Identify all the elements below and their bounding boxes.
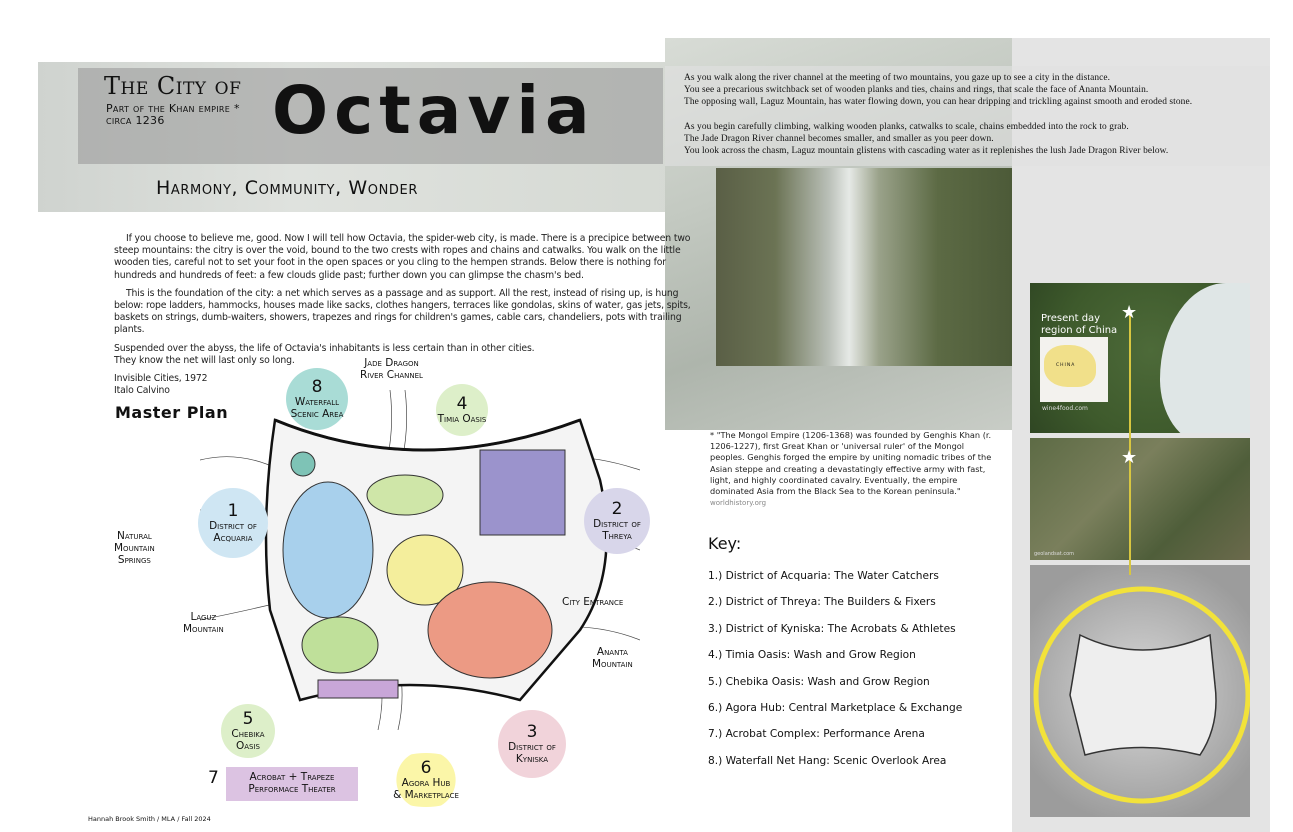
zone-7-number: 7 — [208, 768, 219, 788]
master-plan-title: Master Plan — [115, 403, 229, 422]
label-line: Springs — [117, 554, 151, 566]
master-plan-drawing — [200, 370, 640, 730]
label-line: Mountain — [114, 542, 155, 554]
waterfall-photo — [716, 168, 1012, 366]
zone-label: Acrobat + Trapeze — [249, 771, 335, 783]
china-political-map — [1040, 337, 1108, 402]
label-line: Mountain — [592, 658, 633, 670]
label-ananta — [592, 646, 633, 670]
zone-number: 5 — [242, 709, 254, 729]
zone-label: Threya — [602, 530, 632, 542]
zone-2-badge — [584, 488, 650, 554]
label-line: Laguz — [190, 611, 217, 623]
label-line: Natural — [116, 530, 152, 542]
key-item: 1.) District of Acquaria: The Water Catchers — [708, 570, 939, 582]
narrative-text — [684, 72, 1274, 157]
timia-oasis-area — [367, 475, 443, 515]
site-plan-overlay — [1030, 565, 1250, 817]
narrative-line: You look across the chasm, Laguz mountain glistens with cascading water as it replenishes the lush Jade Dragon River below. — [684, 146, 1169, 157]
zone-label: Oasis — [235, 740, 260, 752]
site-terrain-image — [1030, 565, 1250, 817]
zone-label: Performace Theater — [248, 783, 336, 795]
tagline: Harmony, Community, Wonder — [156, 177, 418, 199]
label-river — [360, 357, 423, 381]
quote-source-title: Invisible Cities, 1972 — [114, 373, 208, 385]
inset-label — [1041, 313, 1117, 337]
zone-label: District of — [209, 520, 257, 532]
zone-label: District of — [593, 518, 641, 530]
chebika-oasis-area — [302, 617, 378, 673]
quote-paragraph-3b: They know the net will last only so long. — [114, 354, 295, 366]
zone-3-badge — [498, 710, 566, 778]
narrative-line: As you begin carefully climbing, walking wooden planks, catwalks to scale, chains embedded into the rock to grab. — [684, 121, 1129, 132]
zone-label: Chebika — [231, 728, 265, 740]
star-icon: ★ — [1121, 302, 1138, 323]
district-kyniska — [428, 582, 552, 678]
label-line: Ananta — [596, 646, 628, 658]
zone-1-badge — [198, 488, 268, 558]
label-city-entrance: City Entrance — [562, 596, 624, 608]
zone-label: Agora Hub — [401, 777, 451, 789]
key-item: 7.) Acrobat Complex: Performance Arena — [708, 728, 925, 740]
quote-paragraph-2: This is the foundation of the city: a net which serves as a passage and as support. All the rest, instead of rising up, is hung below: rope ladders, hammocks, houses made like sacks, clothes hangers, terraces like gondolas, skins of water, gas jets, spits, baskets on strings, dumb-waiters, showers, trapezes and rings for children's games, cable cars, chandeliers, pots with trailing plants. — [114, 287, 691, 336]
quote-paragraph-3a: Suspended over the abyss, the life of Octavia's inhabitants is less certain than in other cities. — [114, 342, 535, 354]
image-source: geolandsat.com — [1034, 551, 1075, 557]
key-item: 8.) Waterfall Net Hang: Scenic Overlook Area — [708, 755, 947, 767]
zone-label: Waterfall — [294, 396, 340, 408]
zone-number: 3 — [526, 722, 538, 742]
zone-label: & Marketplace — [393, 789, 459, 801]
key-item: 2.) District of Threya: The Builders & Fixers — [708, 596, 936, 608]
acrobat-theater-area — [318, 680, 398, 698]
quote-source-author: Italo Calvino — [114, 385, 170, 397]
sea — [1160, 283, 1250, 433]
key-item: 5.) Chebika Oasis: Wash and Grow Region — [708, 676, 930, 688]
label-line: River Channel — [360, 369, 423, 381]
key-item: 6.) Agora Hub: Central Marketplace & Exchange — [708, 702, 963, 714]
label-line: region of China — [1041, 325, 1118, 336]
title-prefix: The City of — [104, 72, 242, 100]
label-line: Jade Dragon — [364, 357, 419, 369]
label-springs — [114, 530, 155, 566]
zone-number: 1 — [227, 501, 239, 521]
star-icon: ★ — [1121, 447, 1138, 468]
footnote-text: * "The Mongol Empire (1206-1368) was founded by Genghis Khan (r. 1206-1227), first Great Khan or 'universal ruler' of the Mongol peoples. Genghis forged the empire by uniting nomadic tribes of the Asian steppe and creating a devastatingly effective army with fast, light, and highly coordinated cavalry. Eventually, the empire dominated Asia from the Black Sea to the Korean peninsula." — [710, 430, 992, 497]
subtitle-date: circa 1236 — [106, 114, 165, 127]
zone-label: Kyniska — [515, 753, 549, 765]
zone-label: District of — [508, 741, 556, 753]
quote-paragraph-1: If you choose to believe me, good. Now I will tell how Octavia, the spider-web city, is made. There is a precipice between two steep mountains: the citry is over the void, bound to the two crests with ropes and chains and catwalks. You walk on the little wooden ties, careful not to set your foot in the open spaces or you cling to the hempen strands. Below there is nothing for hundreds and hundreds of feet: a few clouds glide past; further down you can glimpse the chasm's bed. — [114, 233, 691, 281]
district-acquaria — [283, 482, 373, 618]
zone-number: 8 — [311, 377, 323, 397]
zone-label: Acquaria — [213, 532, 253, 544]
narrative-line: The Jade Dragon River channel becomes smaller, and smaller as you peer down. — [684, 133, 994, 144]
zone-number: 2 — [611, 499, 623, 519]
label-line: Mountain — [183, 623, 224, 635]
subtitle-empire: Part of the Khan empire * — [106, 102, 240, 115]
route-line — [1129, 313, 1131, 575]
zone-label: Scenic Area — [290, 408, 344, 420]
zone-4-badge — [436, 384, 488, 436]
zone-7-badge — [226, 767, 358, 801]
zone-label: Timia Oasis — [437, 413, 487, 425]
page-title: Octavia — [272, 72, 596, 149]
footnote — [710, 430, 1000, 509]
author-credit: Hannah Brook Smith / MLA / Fall 2024 — [88, 815, 211, 823]
zone-number: 6 — [420, 758, 432, 778]
zone-5-badge — [221, 704, 275, 758]
waterfall-area — [291, 452, 315, 476]
narrative-line: You see a precarious switchback set of wooden planks and ties, chains and rings, that scale the face of Ananta Mountain. — [684, 85, 1149, 96]
narrative-line: The opposing wall, Laguz Mountain, has water flowing down, you can hear dripping and trickling against smooth and eroded stone. — [684, 97, 1193, 108]
district-threya — [480, 450, 565, 535]
label-line: Present day — [1041, 313, 1101, 324]
inset-source: wine4food.com — [1042, 405, 1088, 412]
zone-8-badge — [286, 368, 348, 430]
zone-number: 4 — [456, 394, 468, 414]
key-item: 4.) Timia Oasis: Wash and Grow Region — [708, 649, 916, 661]
key-title: Key: — [708, 534, 742, 553]
key-item: 3.) District of Kyniska: The Acrobats & Athletes — [708, 623, 956, 635]
label-laguz — [183, 611, 224, 635]
footnote-source: worldhistory.org — [710, 499, 767, 508]
regional-satellite-image — [1030, 438, 1250, 560]
zone-6-badge — [380, 753, 472, 807]
china-label: CHINA — [1056, 363, 1076, 368]
narrative-line: As you walk along the river channel at the meeting of two mountains, you gaze up to see a city in the distance. — [684, 73, 1111, 83]
